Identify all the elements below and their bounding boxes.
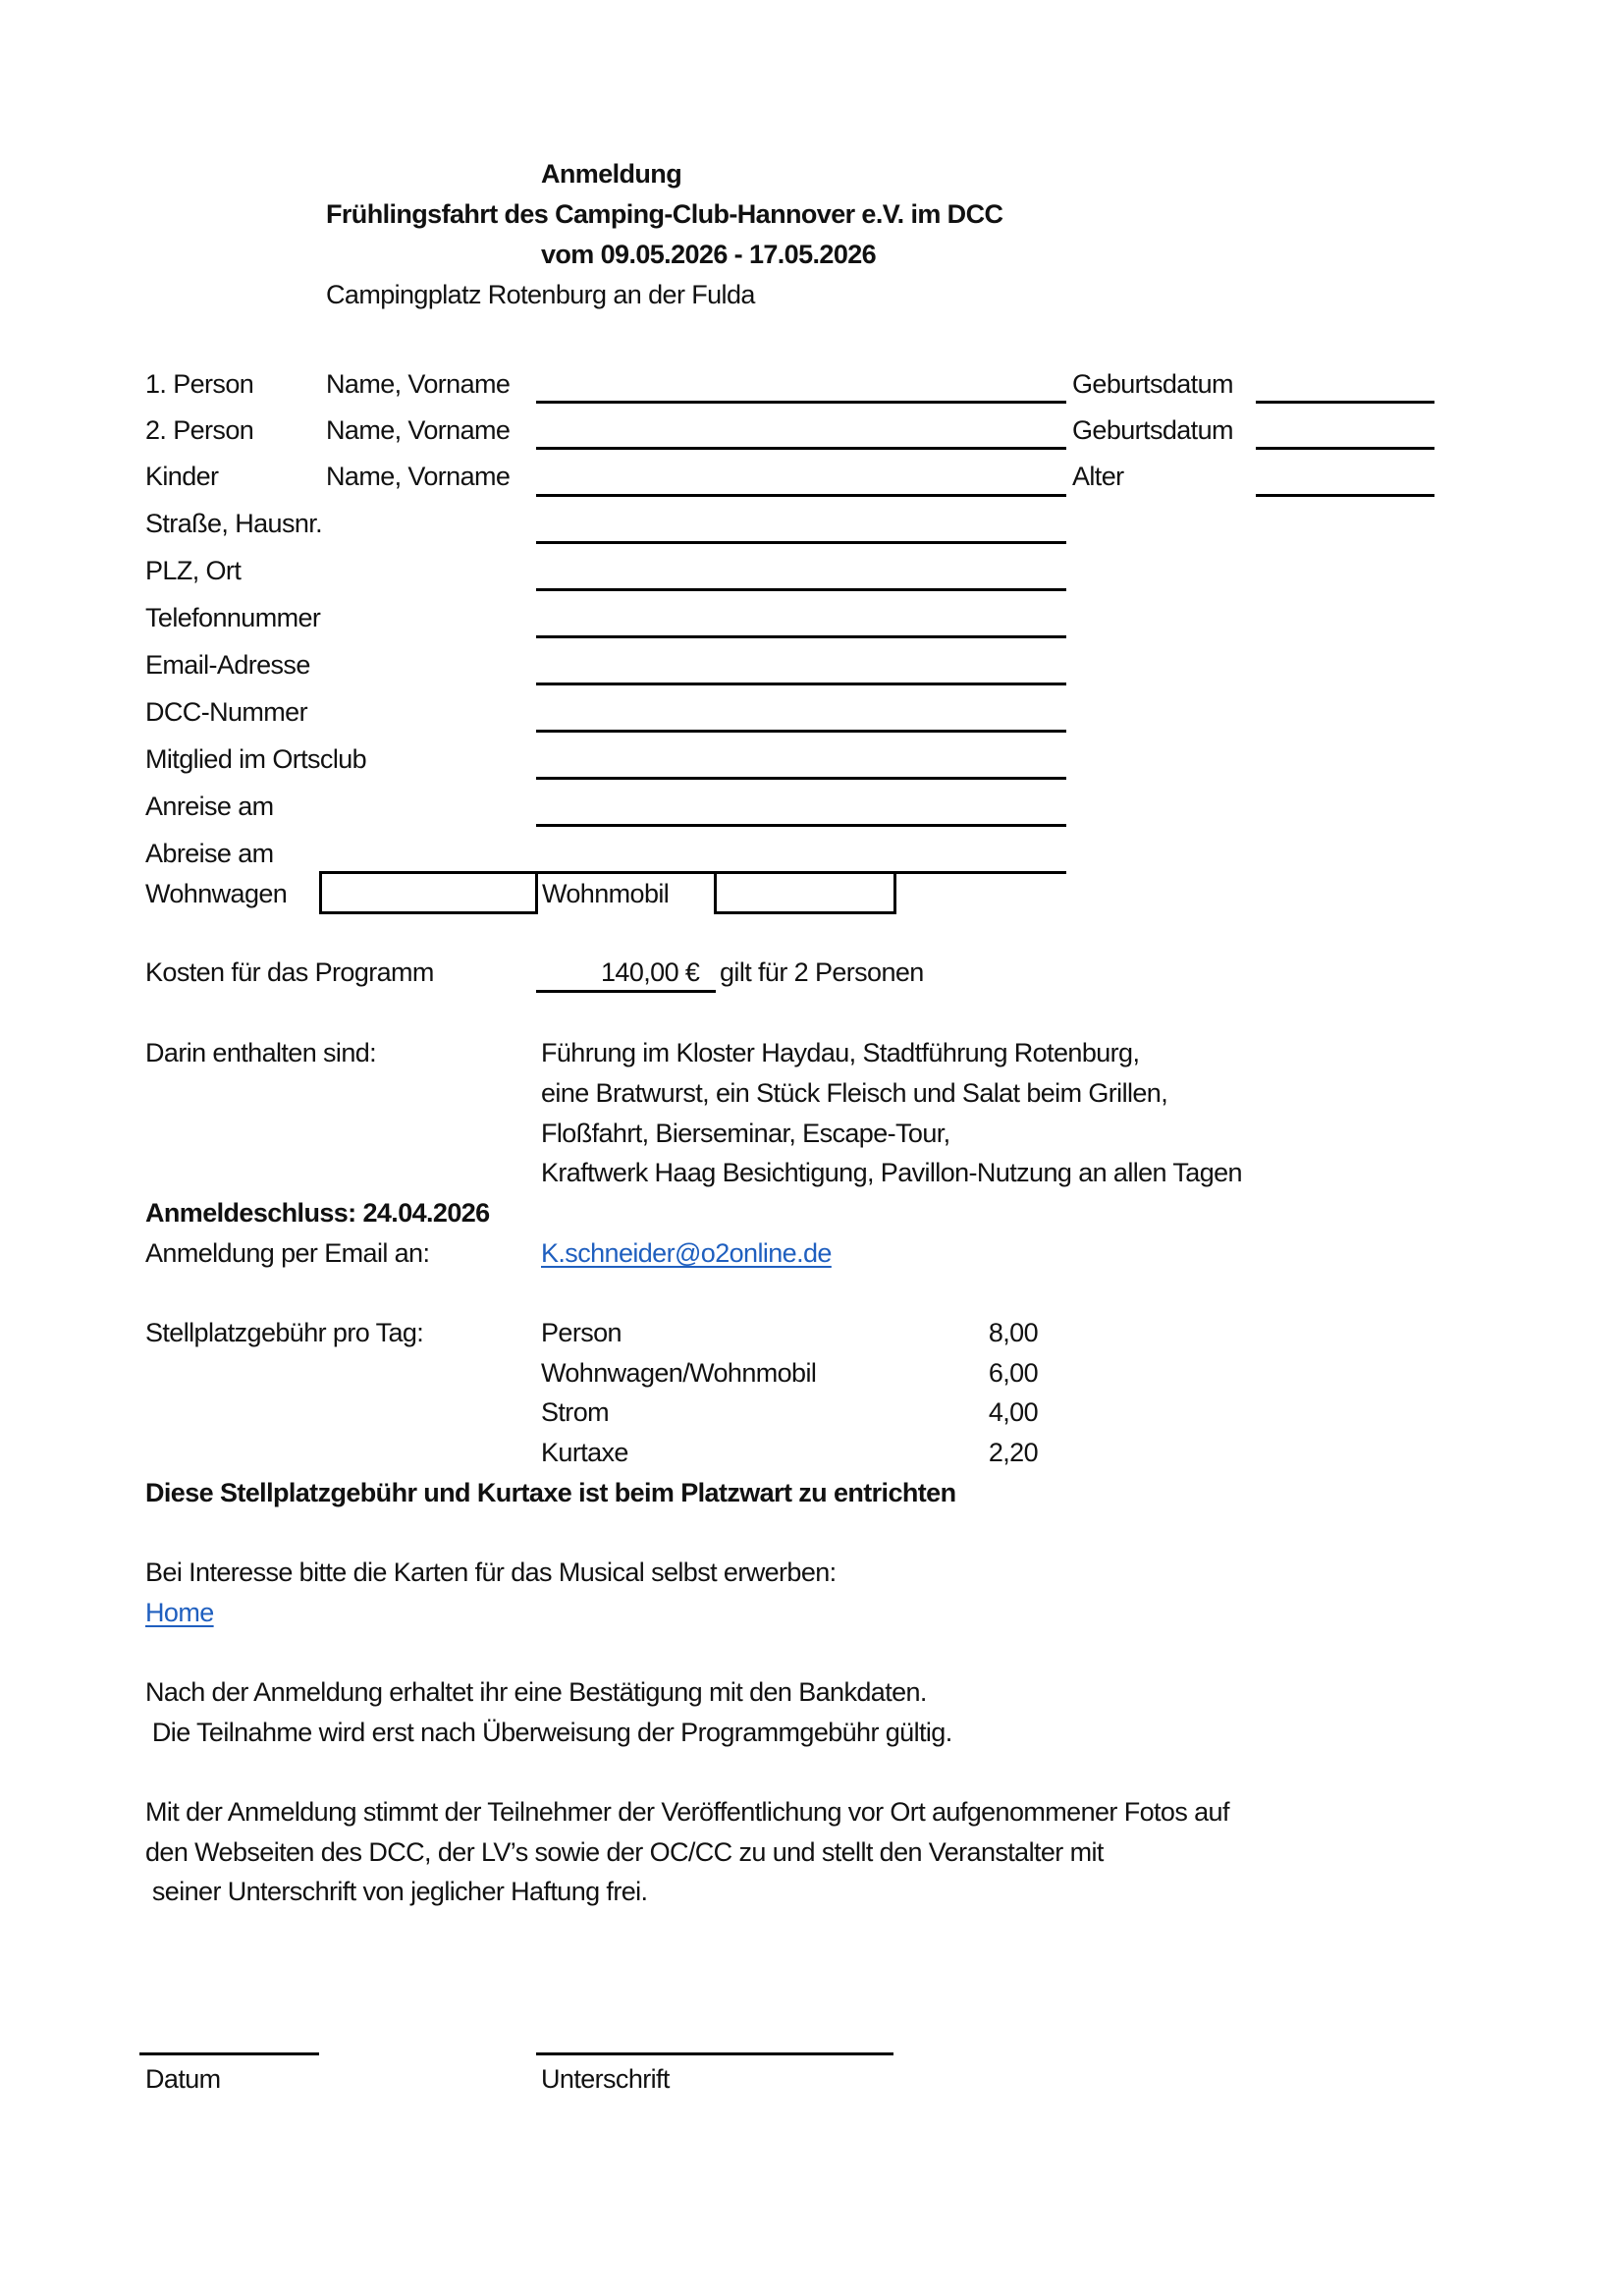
fee-price: 6,00 [988,1358,1038,1388]
date-label: Datum [145,2064,221,2094]
event-dates: vom 09.05.2026 - 17.05.2026 [541,240,877,269]
caravan-checkbox[interactable] [319,871,538,914]
local-club-input-line[interactable] [536,777,1066,780]
motorhome-label: Wohnmobil [542,879,670,908]
dcc-number-input-line[interactable] [536,730,1066,733]
dcc-number-label: DCC-Nummer [145,697,307,727]
name-input-line[interactable] [536,494,1066,497]
arrival-label: Anreise am [145,792,274,821]
street-input-line[interactable] [536,541,1066,544]
program-cost-label: Kosten für das Programm [145,957,434,987]
fee-name: Strom [541,1397,610,1427]
included-line: eine Bratwurst, ein Stück Fleisch und Salat beim Grillen, [541,1078,1168,1108]
email-label: Email-Adresse [145,650,310,680]
program-cost-amount: 140,00 € [601,957,700,987]
person-label: 1. Person [145,369,254,399]
birthdate-input-line[interactable] [1256,401,1434,404]
pitch-fee-label: Stellplatzgebühr pro Tag: [145,1318,424,1347]
consent-text: seiner Unterschrift von jeglicher Haftung frei. [145,1877,648,1906]
age-input-line[interactable] [1256,494,1434,497]
email-input-line[interactable] [536,683,1066,685]
arrival-input-line[interactable] [536,824,1066,827]
confirmation-text: Nach der Anmeldung erhaltet ihr eine Bestätigung mit den Bankdaten. [145,1677,927,1707]
contact-email-link[interactable]: K.schneider@o2online.de [541,1238,832,1268]
included-line: Floßfahrt, Bierseminar, Escape-Tour, [541,1119,950,1148]
date-signature-line[interactable] [139,2052,319,2055]
email-instruction-label: Anmeldung per Email an: [145,1238,430,1268]
included-line: Kraftwerk Haag Besichtigung, Pavillon-Nutzung an allen Tagen [541,1158,1242,1187]
fee-price: 4,00 [988,1397,1038,1427]
signature-line[interactable] [536,2052,893,2055]
birthdate-label: Geburtsdatum [1072,415,1233,445]
age-label: Alter [1072,462,1124,491]
departure-label: Abreise am [145,839,274,868]
fee-name: Kurtaxe [541,1438,628,1467]
zip-city-input-line[interactable] [536,588,1066,591]
consent-text: den Webseiten des DCC, der LV’s sowie der OC/CC zu und stellt den Veranstalter mit [145,1837,1104,1867]
birthdate-label: Geburtsdatum [1072,369,1233,399]
zip-city-label: PLZ, Ort [145,556,242,585]
form-title: Anmeldung [541,159,682,189]
program-cost-note: gilt für 2 Personen [720,957,924,987]
name-label: Name, Vorname [326,415,511,445]
phone-input-line[interactable] [536,635,1066,638]
event-location: Campingplatz Rotenburg an der Fulda [326,280,755,309]
local-club-label: Mitglied im Ortsclub [145,744,367,774]
program-cost-underline [536,990,716,993]
name-label: Name, Vorname [326,462,511,491]
fee-payment-note: Diese Stellplatzgebühr und Kurtaxe ist beim Platzwart zu entrichten [145,1478,956,1507]
street-label: Straße, Hausnr. [145,509,323,538]
musical-text: Bei Interesse bitte die Karten für das Musical selbst erwerben: [145,1558,837,1587]
fee-name: Person [541,1318,622,1347]
name-input-line[interactable] [536,401,1066,404]
fee-price: 2,20 [988,1438,1038,1467]
musical-home-link[interactable]: Home [145,1598,214,1627]
confirmation-text: Die Teilnahme wird erst nach Überweisung der Programmgebühr gültig. [145,1718,952,1747]
phone-label: Telefonnummer [145,603,321,632]
consent-text: Mit der Anmeldung stimmt der Teilnehmer der Veröffentlichung vor Ort aufgenommener Fotos auf [145,1797,1229,1827]
included-label: Darin enthalten sind: [145,1038,377,1067]
name-input-line[interactable] [536,447,1066,450]
birthdate-input-line[interactable] [1256,447,1434,450]
person-label: 2. Person [145,415,254,445]
fee-name: Wohnwagen/Wohnmobil [541,1358,817,1388]
signature-label: Unterschrift [541,2064,670,2094]
caravan-label: Wohnwagen [145,879,288,908]
registration-deadline: Anmeldeschluss: 24.04.2026 [145,1198,490,1228]
event-subtitle: Frühlingsfahrt des Camping-Club-Hannover e.V. im DCC [326,199,1003,229]
motorhome-checkbox[interactable] [714,871,896,914]
children-label: Kinder [145,462,219,491]
name-label: Name, Vorname [326,369,511,399]
included-line: Führung im Kloster Haydau, Stadtführung Rotenburg, [541,1038,1140,1067]
fee-price: 8,00 [988,1318,1038,1347]
